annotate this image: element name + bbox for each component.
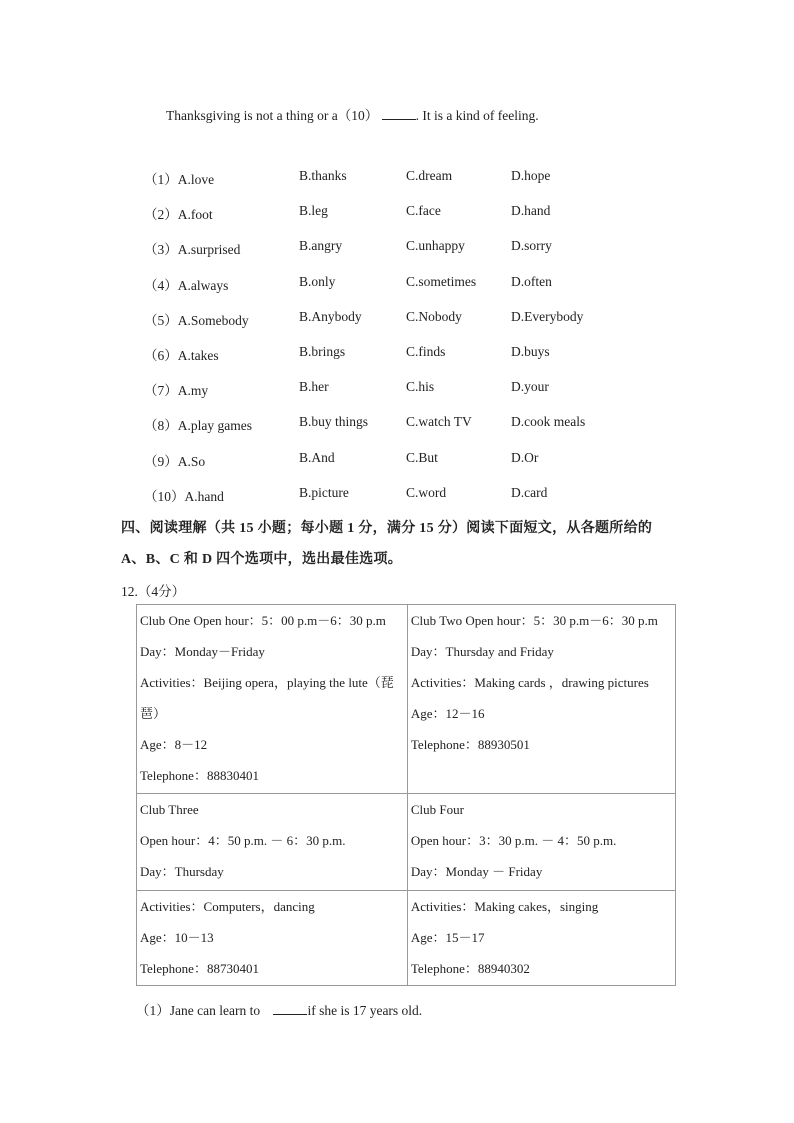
option-c: C.watch TV — [406, 414, 472, 429]
option-a: （10）A.hand — [144, 489, 224, 504]
option-b: B.buy things — [299, 414, 369, 429]
club-two-day: Day：Thursday and Friday — [410, 644, 554, 659]
club-four-cell-top — [407, 794, 675, 891]
club-three-age: Age：10－13 — [140, 930, 214, 945]
club-one-age: Age：8－12 — [140, 737, 208, 752]
option-b: B.angry — [299, 238, 343, 253]
option-b: B.brings — [299, 344, 346, 359]
option-d: D.cook meals — [511, 414, 586, 429]
option-d: D.buys — [511, 344, 550, 359]
table-row — [137, 605, 676, 794]
club-four-open-hour: Open hour：3：30 p.m. － 4：50 p.m. — [410, 833, 617, 848]
table-row — [137, 794, 676, 891]
option-c: C.word — [406, 485, 447, 500]
club-three-activities: Activities：Computers，dancing — [140, 899, 315, 914]
option-row-3 — [144, 238, 704, 258]
option-c: C.unhappy — [406, 238, 465, 253]
option-a: （5）A.Somebody — [144, 313, 249, 328]
club-one-open-hour: Club One Open hour：5：00 p.m－6：30 p.m — [140, 613, 386, 628]
option-a: （6）A.takes — [144, 348, 219, 363]
club-three-day: Day：Thursday — [140, 864, 224, 879]
intro-sentence — [166, 104, 539, 124]
table-row — [137, 891, 676, 986]
club-three-cell-bottom — [137, 891, 408, 986]
option-c: C.his — [406, 379, 435, 394]
option-a: （3）A.surprised — [144, 242, 241, 257]
option-d: D.Or — [511, 450, 539, 465]
option-d: D.often — [511, 274, 552, 289]
club-two-cell — [407, 605, 675, 794]
option-b: B.leg — [299, 203, 328, 218]
option-b: B.only — [299, 274, 336, 289]
option-row-4 — [144, 274, 704, 294]
option-row-1 — [144, 168, 704, 188]
option-a: （9）A.So — [144, 454, 206, 469]
option-a: （4）A.always — [144, 278, 229, 293]
option-b: B.picture — [299, 485, 349, 500]
option-d: D.hope — [511, 168, 551, 183]
option-b: B.Anybody — [299, 309, 362, 324]
question-number: 12.（4分） — [121, 584, 186, 599]
sub-question-after: if she is 17 years old. — [307, 1003, 423, 1018]
option-c: C.But — [406, 450, 438, 465]
option-d: D.Everybody — [511, 309, 584, 324]
option-c: C.dream — [406, 168, 453, 183]
club-two-telephone: Telephone：88930501 — [410, 737, 530, 752]
club-two-age: Age：12－16 — [410, 706, 485, 721]
option-a: （7）A.my — [144, 383, 209, 398]
club-one-cell — [137, 605, 408, 794]
option-row-7 — [144, 379, 704, 399]
club-two-open-hour: Club Two Open hour：5：30 p.m－6：30 p.m — [410, 613, 658, 628]
option-d: D.card — [511, 485, 548, 500]
option-b: B.thanks — [299, 168, 347, 183]
option-row-6 — [144, 344, 704, 364]
sub-question-1 — [136, 999, 422, 1019]
intro-sentence-after: . It is a kind of feeling. — [415, 108, 539, 123]
club-three-name: Club Three — [140, 802, 199, 817]
option-c: C.Nobody — [406, 309, 462, 324]
sub-question-before: （1）Jane can learn to — [136, 1003, 261, 1018]
club-one-activities: Activities：Beijing opera，playing the lute（琵琶） — [140, 675, 394, 721]
section-heading-line-1: 四、阅读理解（共 15 小题；每小题 1 分，满分 15 分）阅读下面短文，从各题所给的 — [121, 521, 653, 536]
option-d: D.hand — [511, 203, 551, 218]
section-heading-line-2: A、B、C 和 D 四个选项中，选出最佳选项。 — [121, 552, 403, 567]
club-four-name: Club Four — [410, 802, 464, 817]
club-three-open-hour: Open hour：4：50 p.m. － 6：30 p.m. — [140, 833, 346, 848]
club-three-telephone: Telephone：88730401 — [140, 961, 259, 976]
option-d: D.sorry — [511, 238, 552, 253]
intro-sentence-before: Thanksgiving is not a thing or a（10） — [166, 108, 379, 123]
option-c: C.finds — [406, 344, 446, 359]
club-one-day: Day：Monday－Friday — [140, 644, 265, 659]
club-one-telephone: Telephone：88830401 — [140, 768, 259, 783]
option-a: （2）A.foot — [144, 207, 213, 222]
option-row-10 — [144, 485, 704, 505]
answer-blank[interactable] — [273, 1003, 307, 1015]
option-c: C.face — [406, 203, 441, 218]
club-four-telephone: Telephone：88940302 — [410, 961, 530, 976]
club-four-cell-bottom — [407, 891, 675, 986]
option-row-9 — [144, 450, 704, 470]
club-four-age: Age：15－17 — [410, 930, 485, 945]
option-row-8 — [144, 414, 704, 434]
option-c: C.sometimes — [406, 274, 477, 289]
answer-blank[interactable] — [382, 108, 416, 120]
option-b: B.And — [299, 450, 335, 465]
option-row-5 — [144, 309, 704, 329]
club-three-cell-top — [137, 794, 408, 891]
club-four-activities: Activities：Making cakes，singing — [410, 899, 599, 914]
club-four-day: Day：Monday － Friday — [410, 864, 543, 879]
option-b: B.her — [299, 379, 329, 394]
option-a: （8）A.play games — [144, 418, 252, 433]
club-two-activities: Activities：Making cards ，drawing pictures — [410, 675, 649, 690]
clubs-table — [136, 604, 676, 986]
option-d: D.your — [511, 379, 549, 394]
option-a: （1）A.love — [144, 172, 215, 187]
option-row-2 — [144, 203, 704, 223]
